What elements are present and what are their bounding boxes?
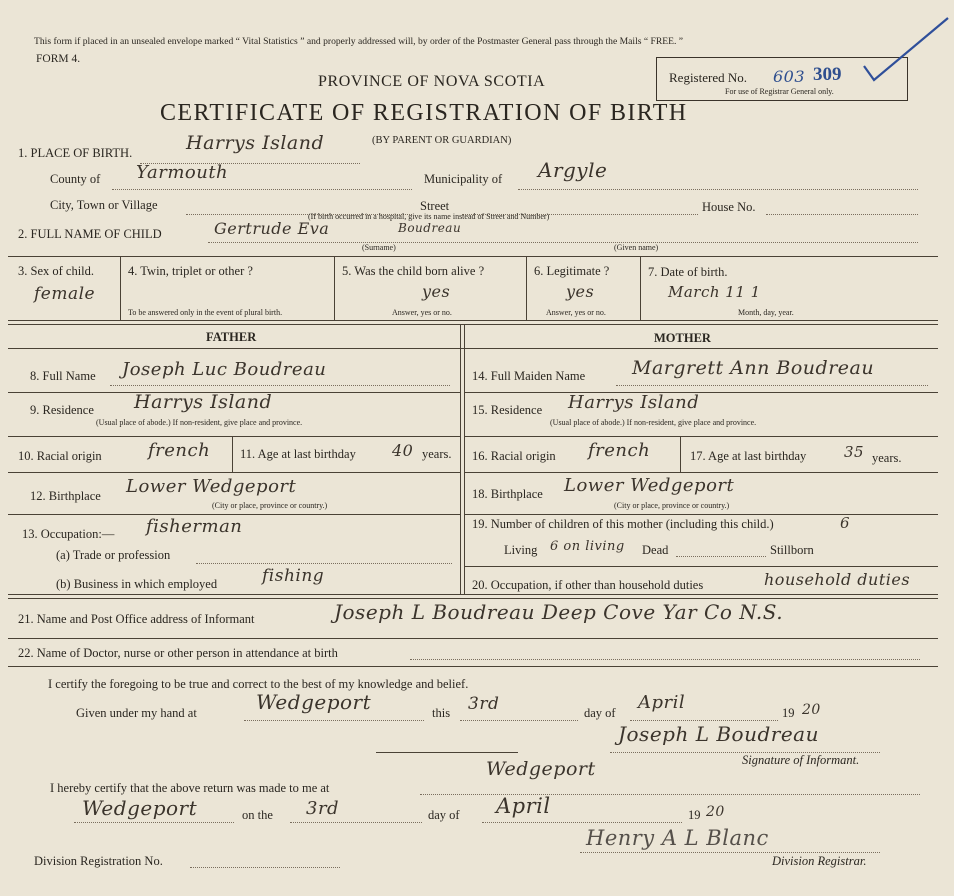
certify-year: 20 xyxy=(802,702,821,718)
county-label: County of xyxy=(50,172,101,186)
child-surname: Boudreau xyxy=(398,221,462,235)
form-number: FORM 4. xyxy=(36,53,81,65)
legitimate-value: yes xyxy=(566,282,595,301)
mother-name-label: 14. Full Maiden Name xyxy=(472,369,586,383)
certify-place: Wedgeport xyxy=(256,690,372,714)
father-occupation: fisherman xyxy=(146,516,243,537)
father-age: 40 xyxy=(392,441,414,460)
registrar-signature: Henry A L Blanc xyxy=(586,826,769,850)
dob-label: 7. Date of birth. xyxy=(648,265,728,279)
alive-note: Answer, yes or no. xyxy=(392,308,452,317)
certify-year-prefix: 19 xyxy=(782,706,795,720)
mother-occupation: household duties xyxy=(764,570,911,589)
city-label: City, Town or Village xyxy=(50,198,158,212)
mother-race: french xyxy=(588,440,651,461)
certify-statement: I certify the foregoing to be true and correct to the best of my knowledge and belief. xyxy=(48,677,469,691)
on-the-label: on the xyxy=(242,808,273,822)
street-label: Street xyxy=(420,199,450,213)
registered-label: Registered No. xyxy=(669,70,747,85)
hospital-note: (If birth occurred in a hospital, give its name instead of Street and Number) xyxy=(308,212,550,221)
province-heading: PROVINCE OF NOVA SCOTIA xyxy=(318,73,546,90)
certificate-title: CERTIFICATE OF REGISTRATION OF BIRTH xyxy=(160,100,688,126)
father-residence: Harrys Island xyxy=(134,391,273,413)
mother-race-label: 16. Racial origin xyxy=(472,449,556,463)
registered-number-printed: 309 xyxy=(813,64,842,85)
registrar-month: April xyxy=(496,794,551,818)
division-registrar-label: Division Registrar. xyxy=(772,854,867,868)
dob-value: March 11 1 xyxy=(668,283,761,301)
business-label: (b) Business in which employed xyxy=(56,577,218,591)
alive-value: yes xyxy=(422,282,451,301)
child-name-label: 2. FULL NAME OF CHILD xyxy=(18,227,162,241)
municipality-value: Argyle xyxy=(538,158,608,182)
county-value: Yarmouth xyxy=(136,162,229,183)
father-occupation-label: 13. Occupation:— xyxy=(22,527,115,541)
father-race: french xyxy=(148,440,211,461)
certificate-subtitle: (BY PARENT OR GUARDIAN) xyxy=(372,135,512,146)
registrar-year-prefix: 19 xyxy=(688,808,701,822)
registrar-place-top: Wedgeport xyxy=(486,758,596,780)
father-years-label: years. xyxy=(422,447,452,461)
children-count: 6 xyxy=(840,514,851,532)
place-of-birth-value: Harrys Island xyxy=(186,132,325,154)
dob-note: Month, day, year. xyxy=(738,308,794,317)
registered-number-handwritten: 603 xyxy=(773,67,806,86)
dead-label: Dead xyxy=(642,543,669,557)
mother-residence-label: 15. Residence xyxy=(472,403,543,417)
registrar-statement: I hereby certify that the above return was made to me at xyxy=(50,781,330,795)
father-name-label: 8. Full Name xyxy=(30,369,96,383)
place-of-birth-label: 1. PLACE OF BIRTH. xyxy=(18,146,133,160)
legitimate-label: 6. Legitimate ? xyxy=(534,264,610,278)
father-race-label: 10. Racial origin xyxy=(18,449,102,463)
mother-birthplace-note: (City or place, province or country.) xyxy=(614,501,730,510)
father-residence-label: 9. Residence xyxy=(30,403,94,417)
sex-value: female xyxy=(34,284,96,304)
informant-signature: Joseph L Boudreau xyxy=(618,722,819,746)
mother-residence: Harrys Island xyxy=(568,392,700,413)
registrar-year: 20 xyxy=(706,804,725,820)
trade-label: (a) Trade or profession xyxy=(56,548,171,562)
mother-name: Margrett Ann Boudreau xyxy=(632,357,875,379)
father-business: fishing xyxy=(262,566,325,586)
registrar-place: Wedgeport xyxy=(82,796,198,820)
mother-residence-note: (Usual place of abode.) If non-resident, give place and province. xyxy=(550,418,757,427)
father-residence-note: (Usual place of abode.) If non-resident, give place and province. xyxy=(96,418,303,427)
informant-signature-label: Signature of Informant. xyxy=(742,753,860,767)
sex-label: 3. Sex of child. xyxy=(18,264,95,278)
informant-label: 21. Name and Post Office address of Informant xyxy=(18,612,255,626)
twin-label: 4. Twin, triplet or other ? xyxy=(128,264,253,278)
division-registration-label: Division Registration No. xyxy=(34,854,163,868)
living-label: Living xyxy=(504,543,538,557)
father-name: Joseph Luc Boudreau xyxy=(122,359,327,380)
alive-label: 5. Was the child born alive ? xyxy=(342,264,485,278)
father-birthplace: Lower Wedgeport xyxy=(126,476,297,497)
father-birthplace-note: (City or place, province or country.) xyxy=(212,501,328,510)
checkmark-icon xyxy=(860,14,954,84)
living-value: 6 on living xyxy=(550,539,625,554)
mother-years-label: years. xyxy=(872,451,902,465)
certify-day: 3rd xyxy=(468,694,500,714)
registrar-day-of-label: day of xyxy=(428,808,460,822)
mother-birthplace: Lower Wedgeport xyxy=(564,475,735,496)
registrar-use-note: For use of Registrar General only. xyxy=(725,87,834,96)
municipality-label: Municipality of xyxy=(424,172,503,186)
informant-value: Joseph L Boudreau Deep Cove Yar Co N.S. xyxy=(334,600,784,624)
house-number-label: House No. xyxy=(702,200,756,214)
mother-birthplace-label: 18. Birthplace xyxy=(472,487,543,501)
mother-heading: MOTHER xyxy=(654,331,711,345)
mother-age-label: 17. Age at last birthday xyxy=(690,449,807,463)
father-age-label: 11. Age at last birthday xyxy=(240,447,356,461)
mother-occupation-label: 20. Occupation, if other than household duties xyxy=(472,578,704,592)
given-name-caption: (Given name) xyxy=(614,243,659,252)
this-label: this xyxy=(432,706,451,720)
surname-caption: (Surname) xyxy=(362,243,396,252)
doctor-label: 22. Name of Doctor, nurse or other person in attendance at birth xyxy=(18,646,338,660)
father-birthplace-label: 12. Birthplace xyxy=(30,489,101,503)
stillborn-label: Stillborn xyxy=(770,543,814,557)
certify-day-of-label: day of xyxy=(584,706,616,720)
mother-age: 35 xyxy=(844,443,865,461)
child-given-name: Gertrude Eva xyxy=(214,219,330,238)
certify-month: April xyxy=(638,692,686,713)
children-count-label: 19. Number of children of this mother (including this child.) xyxy=(472,517,774,531)
given-under-label: Given under my hand at xyxy=(76,706,197,720)
twin-note: To be answered only in the event of plural birth. xyxy=(128,308,283,317)
postal-notice: This form if placed in an unsealed envelope marked “ Vital Statistics ” and properly addressed will, by order of the Postmaster General pass through the Mails “ FREE. ” xyxy=(34,36,684,47)
father-heading: FATHER xyxy=(206,330,257,344)
legitimate-note: Answer, yes or no. xyxy=(546,308,606,317)
registrar-day: 3rd xyxy=(306,798,340,819)
